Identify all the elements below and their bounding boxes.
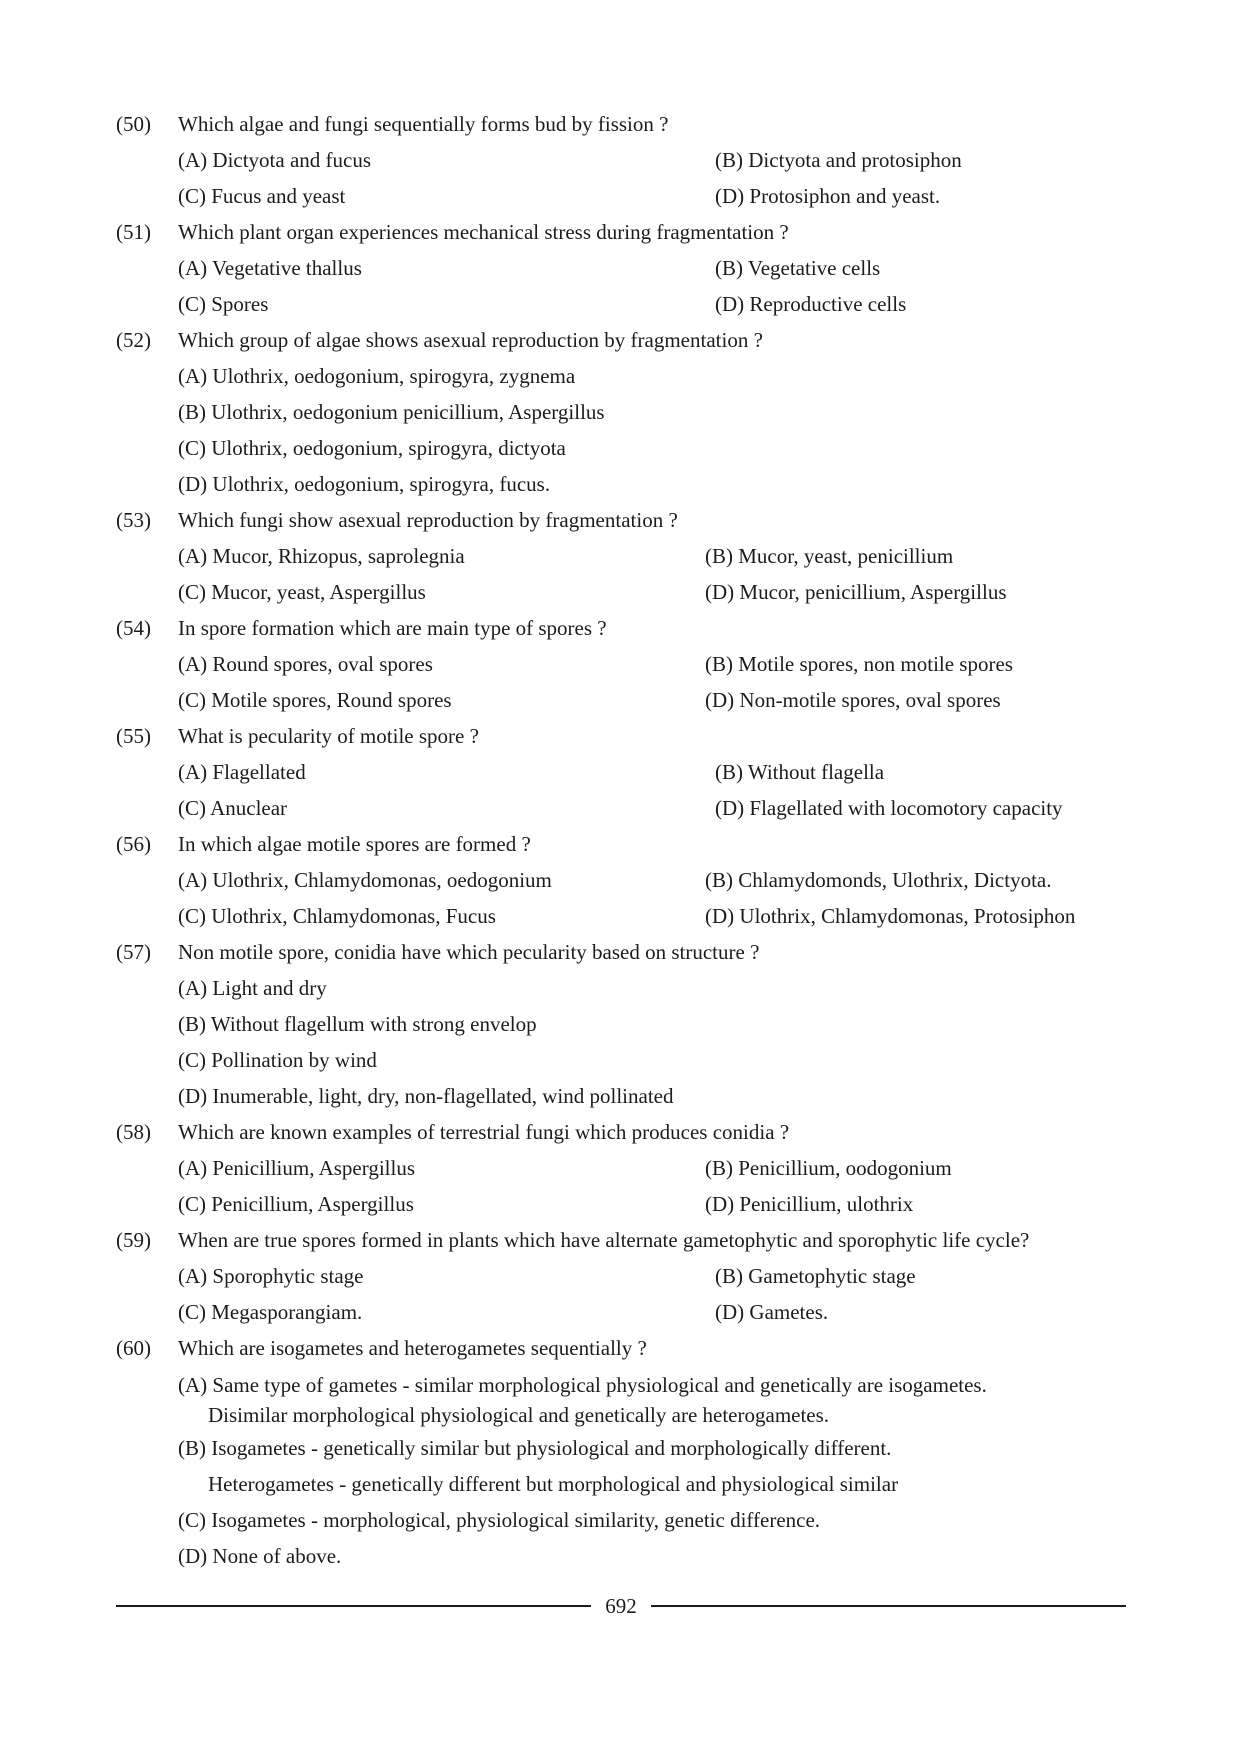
question-53	[116, 502, 1126, 610]
option-b: (B) Gametophytic stage	[715, 1264, 916, 1288]
option-a: (A) Same type of gametes - similar morphological physiological and genetically are isogametes.	[178, 1373, 987, 1397]
question-number: (57)	[116, 940, 151, 964]
question-text: Which group of algae shows asexual reproduction by fragmentation ?	[178, 328, 763, 352]
option-a: (A) Penicillium, Aspergillus	[178, 1156, 416, 1180]
option-c: (C) Mucor, yeast, Aspergillus	[178, 580, 426, 604]
question-number: (51)	[116, 220, 151, 244]
option-d: (D) Mucor, penicillium, Aspergillus	[705, 580, 1007, 604]
option-b: (B) Motile spores, non motile spores	[705, 652, 1013, 676]
option-c: (C) Fucus and yeast	[178, 184, 346, 208]
option-a: (A) Dictyota and fucus	[178, 148, 372, 172]
question-number: (59)	[116, 1228, 151, 1252]
question-row	[116, 610, 1126, 646]
option-b: (B) Without flagellum with strong envelop	[178, 1012, 537, 1036]
page-number: 692	[605, 1594, 637, 1618]
option-c: (C) Motile spores, Round spores	[178, 688, 452, 712]
option-b: (B) Isogametes - genetically similar but physiological and morphologically different.	[178, 1436, 892, 1460]
question-text: Which algae and fungi sequentially forms bud by fission ?	[178, 112, 669, 136]
option-d: (D) Reproductive cells	[715, 292, 907, 316]
options-row	[116, 682, 1126, 718]
option-b: (B) Chlamydomonds, Ulothrix, Dictyota.	[705, 868, 1052, 892]
option-a: (A) Mucor, Rhizopus, saprolegnia	[178, 544, 465, 568]
option-b: (B) Ulothrix, oedogonium penicillium, Aspergillus	[178, 400, 605, 424]
question-54	[116, 610, 1126, 718]
option-d: (D) Ulothrix, Chlamydomonas, Protosiphon	[705, 904, 1076, 928]
question-number: (60)	[116, 1336, 151, 1360]
option-b: (B) Vegetative cells	[715, 256, 881, 280]
question-text: When are true spores formed in plants which have alternate gametophytic and sporophytic life cycle?	[178, 1228, 1030, 1252]
question-row	[116, 1114, 1126, 1150]
options-row	[116, 1258, 1126, 1294]
option-d: (D) None of above.	[178, 1544, 342, 1568]
question-number: (50)	[116, 112, 151, 136]
question-row	[116, 106, 1126, 142]
question-row	[116, 322, 1126, 358]
option-c: (C) Penicillium, Aspergillus	[178, 1192, 414, 1216]
option-b: (B) Mucor, yeast, penicillium	[705, 544, 954, 568]
question-number: (52)	[116, 328, 151, 352]
options-row	[116, 1186, 1126, 1222]
question-row	[116, 718, 1126, 754]
question-number: (53)	[116, 508, 151, 532]
options-row	[116, 790, 1126, 826]
question-row	[116, 934, 1126, 970]
option-b: (B) Without flagella	[715, 760, 885, 784]
question-51	[116, 214, 1126, 322]
question-text: Non motile spore, conidia have which pecularity based on structure ?	[178, 940, 760, 964]
option-d: (D) Gametes.	[715, 1300, 829, 1324]
option-a: (A) Ulothrix, oedogonium, spirogyra, zygnema	[178, 364, 576, 388]
option-c: (C) Anuclear	[178, 796, 288, 820]
question-number: (58)	[116, 1120, 151, 1144]
options-row	[116, 754, 1126, 790]
options-row	[116, 898, 1126, 934]
question-text: Which plant organ experiences mechanical stress during fragmentation ?	[178, 220, 789, 244]
footer-rule-left	[116, 1605, 591, 1607]
question-row	[116, 214, 1126, 250]
option-a: (A) Light and dry	[178, 976, 327, 1000]
options-row	[116, 1294, 1126, 1330]
option-a: (A) Sporophytic stage	[178, 1264, 364, 1288]
question-row	[116, 502, 1126, 538]
options-row	[116, 286, 1126, 322]
question-number: (55)	[116, 724, 151, 748]
option-d: (D) Protosiphon and yeast.	[715, 184, 941, 208]
option-b: (B) Dictyota and protosiphon	[715, 148, 962, 172]
question-row	[116, 826, 1126, 862]
options-row	[116, 142, 1126, 178]
options-row	[116, 574, 1126, 610]
question-row	[116, 1222, 1126, 1258]
option-c: (C) Megasporangiam.	[178, 1300, 363, 1324]
option-a: (A) Vegetative thallus	[178, 256, 362, 280]
question-52	[116, 322, 1126, 502]
question-57	[116, 934, 1126, 1114]
option-a: (A) Round spores, oval spores	[178, 652, 433, 676]
option-d: (D) Flagellated with locomotory capacity	[715, 796, 1063, 820]
options-row	[116, 538, 1126, 574]
question-text: What is pecularity of motile spore ?	[178, 724, 479, 748]
question-58	[116, 1114, 1126, 1222]
option-c: (C) Spores	[178, 292, 269, 316]
options-row	[116, 646, 1126, 682]
question-number: (56)	[116, 832, 151, 856]
option-a: (A) Flagellated	[178, 760, 306, 784]
option-d: (D) Non-motile spores, oval spores	[705, 688, 1001, 712]
option-d: (D) Inumerable, light, dry, non-flagellated, wind pollinated	[178, 1084, 674, 1108]
question-text: Which are known examples of terrestrial fungi which produces conidia ?	[178, 1120, 790, 1144]
question-text: In spore formation which are main type of spores ?	[178, 616, 607, 640]
question-56	[116, 826, 1126, 934]
question-text: Which are isogametes and heterogametes sequentially ?	[178, 1336, 647, 1360]
option-c: (C) Pollination by wind	[178, 1048, 377, 1072]
question-50	[116, 106, 1126, 214]
option-a-continuation: Disimilar morphological physiological and genetically are heterogametes.	[208, 1403, 830, 1427]
options-row	[116, 1150, 1126, 1186]
question-number: (54)	[116, 616, 151, 640]
options-row	[116, 862, 1126, 898]
option-d: (D) Penicillium, ulothrix	[705, 1192, 914, 1216]
question-55	[116, 718, 1126, 826]
option-c: (C) Ulothrix, oedogonium, spirogyra, dictyota	[178, 436, 566, 460]
option-b: (B) Penicillium, oodogonium	[705, 1156, 952, 1180]
option-d: (D) Ulothrix, oedogonium, spirogyra, fucus.	[178, 472, 551, 496]
question-text: Which fungi show asexual reproduction by fragmentation ?	[178, 508, 678, 532]
option-b-continuation: Heterogametes - genetically different but morphological and physiological similar	[208, 1472, 899, 1496]
option-c: (C) Ulothrix, Chlamydomonas, Fucus	[178, 904, 496, 928]
question-60	[116, 1330, 1126, 1574]
options-row	[116, 178, 1126, 214]
footer-rule-right	[651, 1605, 1126, 1607]
question-row	[116, 1330, 1126, 1366]
option-a: (A) Ulothrix, Chlamydomonas, oedogonium	[178, 868, 552, 892]
option-c: (C) Isogametes - morphological, physiological similarity, genetic difference.	[178, 1508, 821, 1532]
question-59	[116, 1222, 1126, 1330]
question-list	[116, 106, 1126, 1574]
options-row	[116, 250, 1126, 286]
page-footer	[116, 1588, 1126, 1624]
question-text: In which algae motile spores are formed ?	[178, 832, 531, 856]
